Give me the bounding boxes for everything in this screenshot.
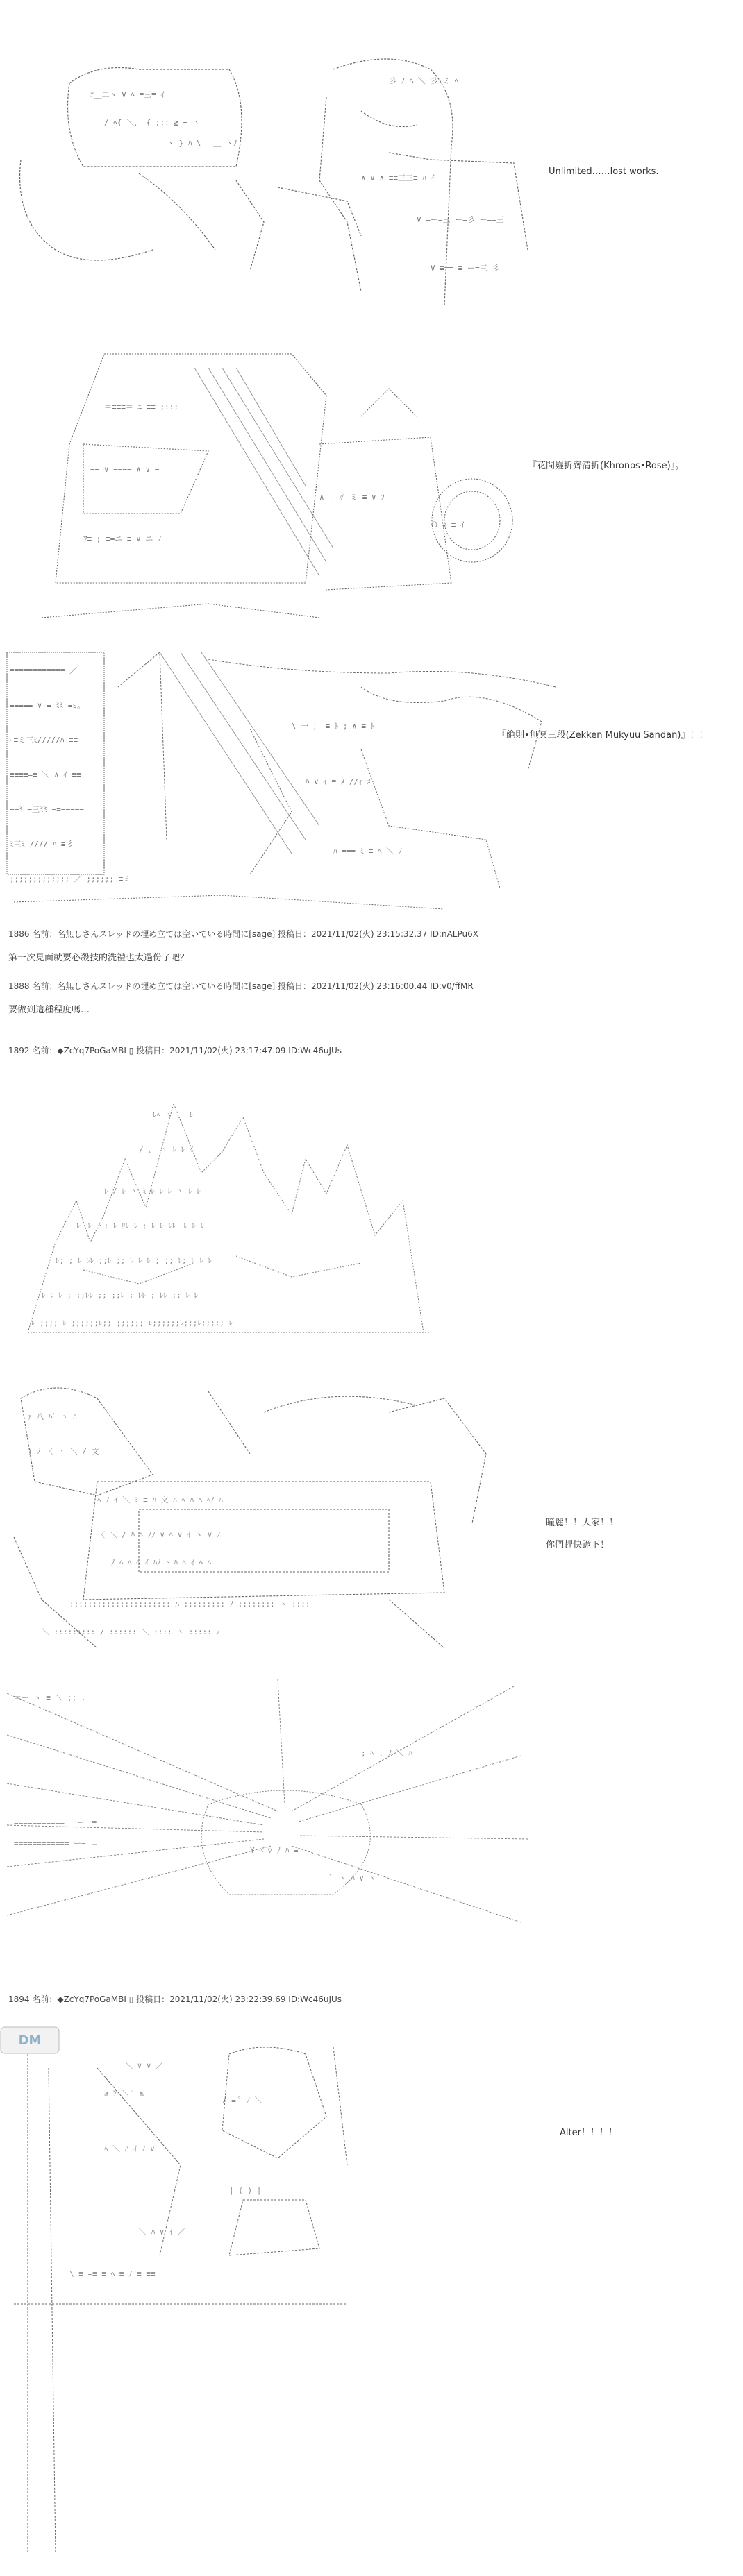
svg-text:; ﾍ . ﾉ ＼ ﾊ: ; ﾍ . ﾉ ＼ ﾊ bbox=[361, 1749, 412, 1758]
svg-text:｀ ヽ ﾊ ∨ ヾ: ｀ ヽ ﾊ ∨ ヾ bbox=[326, 1874, 376, 1883]
svg-text:ﾊ ∨ ｲ ≡ ﾒ //ｨ ﾒ: ﾊ ∨ ｲ ≡ ﾒ //ｨ ﾒ bbox=[306, 777, 371, 786]
svg-text:ｧ 八 ﾊﾟ ヽ ﾊ: ｧ 八 ﾊﾟ ヽ ﾊ bbox=[28, 1412, 77, 1421]
aa-illustration-3 bbox=[0, 645, 743, 923]
svg-text:＼ ∨ ∨ ／: ＼ ∨ ∨ ／ bbox=[125, 2061, 164, 2070]
svg-text:DM: DM bbox=[18, 2033, 42, 2048]
svg-text:ﾊ === ﾐ ≡ ﾍ ＼ ﾉ: ﾊ === ﾐ ≡ ﾍ ＼ ﾉ bbox=[333, 847, 403, 856]
svg-text:;;;;;;;;;;;;; ／ ;;;;;; ≡ミ: ;;;;;;;;;;;;; ／ ;;;;;; ≡ミ bbox=[10, 874, 131, 883]
svg-text:≡≡ ∨ ≡≡≡≡ ∧ ∨ ≡: ≡≡ ∨ ≡≡≡≡ ∧ ∨ ≡ bbox=[90, 465, 160, 474]
svg-text::::::::::::::::::::::: ﾊ :::::: :::::::::::::::::::::: ﾊ ::::::::: ﾉ :::::::: ヽ :::: bbox=[69, 1600, 310, 1609]
svg-text:\ ≡ =≡ ≡ ﾍ ≡ ﾉ ≡ ≡≡: \ ≡ =≡ ≡ ﾍ ≡ ﾉ ≡ ≡≡ bbox=[69, 2269, 156, 2278]
post-body-1886: 第一次見面就要必殺技的洗禮也太過份了吧？ bbox=[8, 953, 190, 963]
svg-text:V ≡== ≡ ー=三 彡: V ≡== ≡ ー=三 彡 bbox=[431, 264, 500, 273]
svg-text:ﾉ ﾍ ﾍ ﾍ ｲ ﾊﾉ ﾄ ﾊ ﾍ ｲ ﾍ ﾍ: ﾉ ﾍ ﾍ ﾍ ｲ ﾊﾉ ﾄ ﾊ ﾍ ｲ ﾍ ﾍ bbox=[111, 1558, 212, 1567]
aa-illustration-6 bbox=[0, 1672, 743, 1950]
panel-caption-7: Alter！！！！ bbox=[560, 2128, 617, 2138]
panel-caption-3: 『絶則•無冥三段(Zekken Mukyuu Sandan)』！！ bbox=[497, 730, 708, 740]
aa-panel-2 bbox=[0, 333, 743, 632]
svg-text:ﾍ ﾉ ｲ ＼ ﾐ ≡ ﾊ 文 ﾊ ﾍ ﾊ ﾍ ﾍﾉ ﾊ: ﾍ ﾉ ｲ ＼ ﾐ ≡ ﾊ 文 ﾊ ﾍ ﾊ ﾍ ﾍﾉ ﾊ bbox=[97, 1495, 223, 1505]
aa-illustration-2 bbox=[0, 333, 743, 632]
post-body-1888: 要做到這種程度嗎… bbox=[8, 1005, 90, 1015]
panel-caption-5: 瞳麗！！大家！！ bbox=[546, 1518, 619, 1528]
svg-text:\ 一 ； ≡ ﾄ ; ∧ ≡ ﾄ: \ 一 ； ≡ ﾄ ; ∧ ≡ ﾄ bbox=[292, 722, 375, 731]
svg-text:ﾚ ﾚ ﾚ ; ;;ﾚﾚ ;; ;;ﾚ ; ﾚﾚ ; ﾚﾚ: ﾚ ﾚ ﾚ ; ;;ﾚﾚ ;; ;;ﾚ ; ﾚﾚ ; ﾚﾚ ;; ﾚ ﾚ bbox=[42, 1291, 198, 1300]
svg-text:ﾍ ＼ ﾊ ｲ ﾉ ∨: ﾍ ＼ ﾊ ｲ ﾉ ∨ bbox=[104, 2144, 155, 2153]
aa-panel-4 bbox=[0, 1076, 743, 1353]
svg-text:/ ﾍ{ ＼、 { ;;: ≧ ≡ ヽ: / ﾍ{ ＼、 { ;;: ≧ ≡ ヽ bbox=[104, 118, 200, 127]
svg-text:=========== 一ー一≡: =========== 一ー一≡ bbox=[14, 1818, 97, 1827]
svg-text:ﾚ; ; ﾚ ﾚﾚ ;;ﾚ ;; ﾚ ﾚ ﾚ ; ;; ﾚ;: ﾚ; ; ﾚ ﾚﾚ ;;ﾚ ;; ﾚ ﾚ ﾚ ; ;; ﾚ; ﾚ ﾚ ﾚ bbox=[56, 1256, 212, 1265]
post-header-1886: 1886 名前：名無しさんスレッドの埋め立ては空いている時間に[sage] 投稿日：2021/11/02(火) 23:15:32.37 ID:nALPu6X bbox=[8, 929, 478, 939]
panel-caption-1: Unlimited……lost works. bbox=[549, 167, 659, 177]
svg-text:＼ ﾊ ∨ ｲ ／: ＼ ﾊ ∨ ｲ ／ bbox=[139, 2228, 185, 2237]
svg-text:＼ ::::::::: / :::::: ＼ :::: ヽ: ＼ ::::::::: / :::::: ＼ :::: ヽ ::::: ﾉ bbox=[42, 1627, 221, 1636]
svg-text:ﾚ ;;;; ﾚ ;;;;;;ﾚ;; ;;;;;; ﾚ;;;: ﾚ ;;;; ﾚ ;;;;;;ﾚ;; ;;;;;; ﾚ;;;;;;ﾚ;;;ﾚ;;;;; ﾚ bbox=[31, 1319, 233, 1328]
site-logo-watermark bbox=[0, 2026, 60, 2054]
svg-text:ﾚ ﾚ ヽ; ﾚ ﾘﾚ ﾚ ; ﾚ ﾚ ﾚﾚ ﾚ ﾚ ﾚ: ﾚ ﾚ ヽ; ﾚ ﾘﾚ ﾚ ; ﾚ ﾚ ﾚﾚ ﾚ ﾚ ﾚ bbox=[76, 1221, 204, 1230]
aa-panel-3 bbox=[0, 645, 743, 923]
post-header-1888: 1888 名前：名無しさんスレッドの埋め立ては空いている時間に[sage] 投稿日：2021/11/02(火) 23:16:00.44 ID:v0/ffMR bbox=[8, 981, 474, 991]
svg-text:∧ ∨ ∧ ≡≡三三≡ ﾊ ｲ: ∧ ∨ ∧ ≡≡三三≡ ﾊ ｲ bbox=[361, 173, 435, 183]
svg-text:＝ー ヽ ≡ ＼ ;; .: ＝ー ヽ ≡ ＼ ;; . bbox=[14, 1693, 86, 1702]
aa-illustration-5 bbox=[0, 1371, 743, 1652]
svg-text:ﾚ / ﾚ ヽ ﾐ ﾚ ﾚ ﾚ ヽ ﾚ ﾚ: ﾚ / ﾚ ヽ ﾐ ﾚ ﾚ ﾚ ヽ ﾚ ﾚ bbox=[104, 1187, 201, 1196]
svg-text:ｰ≡ミ三ﾐ/////ﾊ ≡≡: ｰ≡ミ三ﾐ/////ﾊ ≡≡ bbox=[10, 736, 78, 745]
svg-text:≡≡ﾐ ≡三ﾐﾐ ≡=≡≡≡≡≡: ≡≡ﾐ ≡三ﾐﾐ ≡=≡≡≡≡≡ bbox=[10, 805, 84, 814]
svg-text:ﾆ＿二ヽ V ﾍ ≡三≡ ｲ: ﾆ＿二ヽ V ﾍ ≡三≡ ｲ bbox=[90, 90, 165, 99]
post-header-1892: 1892 名前：◆ZcYq7PoGaMBI ▯ 投稿日：2021/11/02(火) 23:17:47.09 ID:Wc46uJUs bbox=[8, 1046, 342, 1056]
aa-panel-7 bbox=[0, 2026, 743, 2576]
svg-text:彡 ﾉ ﾍ ＼ 彡 ミ ﾍ: 彡 ﾉ ﾍ ＼ 彡 ミ ﾍ bbox=[389, 76, 459, 85]
aa-panel-5 bbox=[0, 1371, 743, 1652]
aa-illustration-4 bbox=[0, 1076, 743, 1353]
svg-text:/ ≡ ﾟ ﾉ ＼: / ≡ ﾟ ﾉ ＼ bbox=[222, 2096, 262, 2105]
panel-caption-5b: 你們趕快跪下！ bbox=[546, 1540, 610, 1550]
aa-panel-1 bbox=[0, 42, 743, 305]
svg-text:| ( ) |: | ( ) | bbox=[229, 2186, 262, 2195]
svg-text:ﾌ≡ ; ≡=ニ ≡ ∨ ニ ﾉ: ﾌ≡ ; ≡=ニ ≡ ∨ ニ ﾉ bbox=[83, 534, 162, 543]
svg-text:≡≡≡≡≡≡≡≡≡≡≡≡ ／: ≡≡≡≡≡≡≡≡≡≡≡≡ ／ bbox=[10, 666, 78, 675]
svg-text:ヽ } ﾊ \ ￣＿ ヽﾉ: ヽ } ﾊ \ ￣＿ ヽﾉ bbox=[167, 139, 237, 148]
svg-text:V =ー=三 ー=彡 ー==三: V =ー=三 ー=彡 ー==三 bbox=[417, 215, 504, 224]
svg-text:/ 、 ヽ ﾚ ﾚ ｲ: / 、 ヽ ﾚ ﾚ ｲ bbox=[139, 1145, 194, 1154]
svg-text:============ ー≡ ＝: ============ ー≡ ＝ bbox=[14, 1839, 99, 1848]
svg-text:ﾚﾍ ヽ 、 ﾚ: ﾚﾍ ヽ 、 ﾚ bbox=[153, 1110, 194, 1119]
panel-caption-2: 『花間嶷折齊清折(Khronos•Rose)』。 bbox=[528, 461, 685, 471]
svg-text:Ｏ ﾊ ≡ ｲ: Ｏ ﾊ ≡ ｲ bbox=[431, 520, 465, 529]
aa-panel-6 bbox=[0, 1672, 743, 1950]
post-header-1894: 1894 名前：◆ZcYq7PoGaMBI ▯ 投稿日：2021/11/02(火) 23:22:39.69 ID:Wc46uJUs bbox=[8, 1994, 342, 2004]
aa-illustration-7 bbox=[0, 2026, 743, 2576]
svg-text:ﾐ三ﾐ //// ﾊ ≡彡: ﾐ三ﾐ //// ﾊ ≡彡 bbox=[10, 840, 74, 849]
svg-text:) ﾉ 〈 ヽ ＼ / 文: ) ﾉ 〈 ヽ ＼ / 文 bbox=[28, 1447, 99, 1456]
svg-text:≡≡≡≡=≡ ＼ ∧ ｲ ≡≡: ≡≡≡≡=≡ ＼ ∧ ｲ ≡≡ bbox=[10, 770, 81, 779]
svg-text:＝≡≡≡＝ ﾆ ≡≡ ;:::: ＝≡≡≡＝ ﾆ ≡≡ ;::: bbox=[104, 402, 178, 412]
svg-text:∧ | ∥ ミ ≡ ∨ ﾌ: ∧ | ∥ ミ ≡ ∨ ﾌ bbox=[319, 493, 385, 502]
svg-text:〈 ＼ / ﾊ ﾍ ﾉﾉ ∨ ﾍ ∨ ｲ ヽ ∨ ﾉ: 〈 ＼ / ﾊ ﾍ ﾉﾉ ∨ ﾍ ∨ ｲ ヽ ∨ ﾉ bbox=[97, 1530, 221, 1539]
svg-text:≧ ｱ ＼ ﾟ ≦: ≧ ｱ ＼ ﾟ ≦ bbox=[104, 2089, 144, 2098]
svg-text:Y ﾍ ▽ ﾉ ﾊ ≡ ＝: Y ﾍ ▽ ﾉ ﾊ ≡ ＝ bbox=[250, 1846, 311, 1855]
svg-text:≡≡≡≡≡ ∨ ≡ ﾐﾐ ≡s。: ≡≡≡≡≡ ∨ ≡ ﾐﾐ ≡s。 bbox=[10, 701, 85, 710]
